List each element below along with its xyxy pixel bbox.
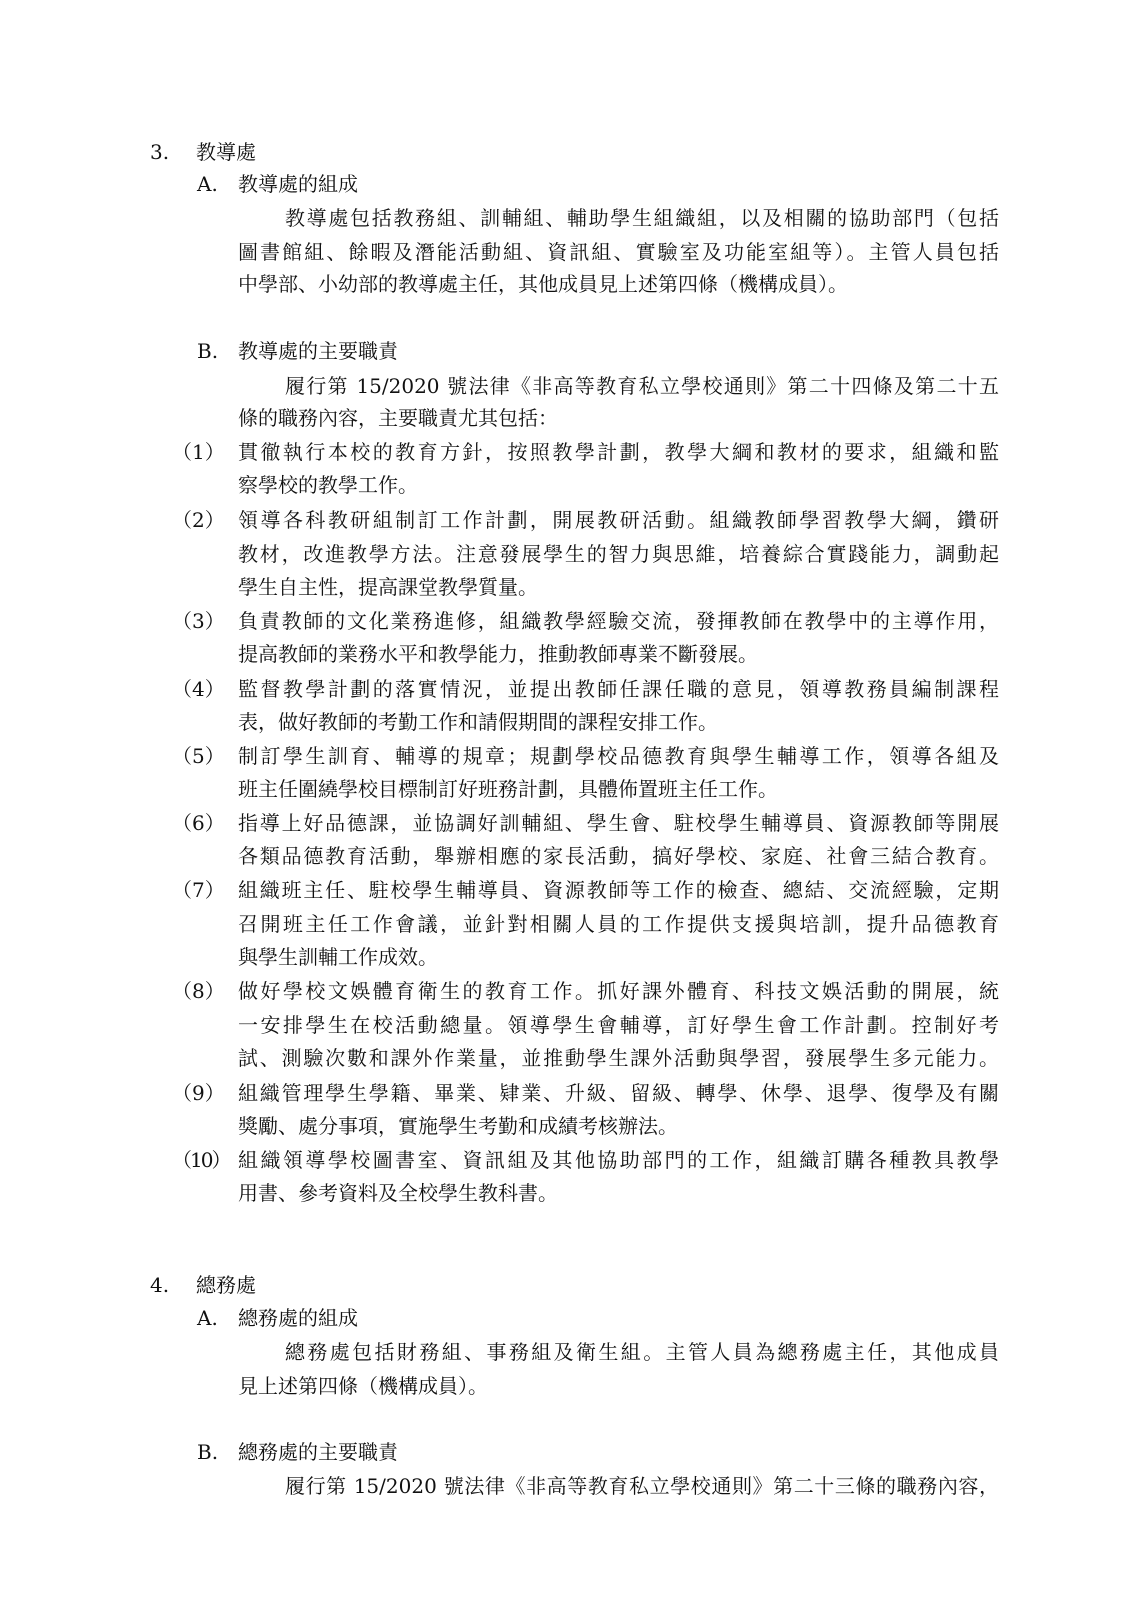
list-item-marker: （4） bbox=[172, 677, 225, 701]
paragraph-line: 中學部、小幼部的教導處主任，其他成員見上述第四條（機構成員）。 bbox=[238, 272, 848, 296]
subsection-heading: 教導處的主要職責 bbox=[238, 339, 398, 363]
list-item-line: 領導各科教研組制訂工作計劃，開展教研活動。組織教師學習教學大綱，鑽研 bbox=[238, 508, 999, 532]
list-item-marker: （5） bbox=[172, 744, 225, 768]
list-item-line: 各類品德教育活動，舉辦相應的家長活動，搞好學校、家庭、社會三結合教育。 bbox=[238, 844, 999, 868]
list-item-line: 用書、參考資料及全校學生教科書。 bbox=[238, 1181, 558, 1205]
list-item-marker: （2） bbox=[172, 508, 225, 532]
list-item-line: 制訂學生訓育、輔導的規章；規劃學校品德教育與學生輔導工作，領導各組及 bbox=[238, 744, 999, 768]
list-item-line: 召開班主任工作會議，並針對相關人員的工作提供支援與培訓，提升品德教育 bbox=[238, 912, 999, 936]
list-item-marker: （3） bbox=[172, 609, 225, 633]
list-item-marker: （1） bbox=[172, 440, 225, 464]
list-item-marker: （8） bbox=[172, 979, 225, 1003]
list-item-marker: （7） bbox=[172, 878, 225, 902]
list-item-line: 一安排學生在校活動總量。領導學生會輔導，訂好學生會工作計劃。控制好考 bbox=[238, 1013, 999, 1037]
paragraph-line: 條的職務內容，主要職責尤其包括： bbox=[238, 406, 558, 430]
list-item-marker: （9） bbox=[172, 1081, 225, 1105]
list-item-line: 試、測驗次數和課外作業量，並推動學生課外活動與學習，發展學生多元能力。 bbox=[238, 1046, 999, 1070]
paragraph-line: 履行第 15/2020 號法律《非高等教育私立學校通則》第二十四條及第二十五 bbox=[285, 374, 999, 398]
paragraph-line: 總務處包括財務組、事務組及衛生組。主管人員為總務處主任，其他成員 bbox=[285, 1340, 999, 1364]
paragraph-line: 教導處包括教務組、訓輔組、輔助學生組織組，以及相關的協助部門（包括 bbox=[285, 206, 999, 230]
paragraph-line: 履行第 15/2020 號法律《非高等教育私立學校通則》第二十三條的職務內容， bbox=[285, 1474, 999, 1498]
subsection-heading: 教導處的組成 bbox=[238, 172, 358, 196]
list-item-line: 組織班主任、駐校學生輔導員、資源教師等工作的檢查、總結、交流經驗，定期 bbox=[238, 878, 999, 902]
subsection-letter: A. bbox=[197, 172, 218, 196]
subsection-letter: B. bbox=[197, 1440, 219, 1464]
section-number: 4. bbox=[150, 1273, 170, 1297]
subsection-heading: 總務處的主要職責 bbox=[238, 1440, 398, 1464]
list-item-line: 貫徹執行本校的教育方針，按照教學計劃，教學大綱和教材的要求，組織和監 bbox=[238, 440, 999, 464]
subsection-letter: A. bbox=[197, 1306, 218, 1330]
list-item-line: 負責教師的文化業務進修，組織教學經驗交流，發揮教師在教學中的主導作用， bbox=[238, 609, 999, 633]
list-item-line: 獎勵、處分事項，實施學生考勤和成績考核辦法。 bbox=[238, 1114, 678, 1138]
paragraph-line: 圖書館組、餘暇及潛能活動組、資訊組、實驗室及功能室組等）。主管人員包括 bbox=[238, 240, 999, 264]
section-title: 教導處 bbox=[196, 140, 256, 164]
list-item-line: 教材，改進教學方法。注意發展學生的智力與思維，培養綜合實踐能力，調動起 bbox=[238, 542, 999, 566]
section-title: 總務處 bbox=[196, 1273, 256, 1297]
list-item-marker: （6） bbox=[172, 811, 225, 835]
list-item-line: 學生自主性，提高課堂教學質量。 bbox=[238, 575, 538, 599]
list-item-line: 班主任圍繞學校目標制訂好班務計劃，具體佈置班主任工作。 bbox=[238, 777, 778, 801]
list-item-marker: （10） bbox=[172, 1148, 230, 1172]
list-item-line: 表，做好教師的考勤工作和請假期間的課程安排工作。 bbox=[238, 710, 718, 734]
paragraph-line: 見上述第四條（機構成員）。 bbox=[238, 1374, 488, 1398]
list-item-line: 做好學校文娛體育衛生的教育工作。抓好課外體育、科技文娛活動的開展，統 bbox=[238, 979, 999, 1003]
list-item-line: 與學生訓輔工作成效。 bbox=[238, 945, 438, 969]
list-item-line: 組織管理學生學籍、畢業、肄業、升級、留級、轉學、休學、退學、復學及有關 bbox=[238, 1081, 999, 1105]
subsection-heading: 總務處的組成 bbox=[238, 1306, 358, 1330]
list-item-line: 監督教學計劃的落實情況，並提出教師任課任職的意見，領導教務員編制課程 bbox=[238, 677, 999, 701]
list-item-line: 指導上好品德課，並協調好訓輔組、學生會、駐校學生輔導員、資源教師等開展 bbox=[238, 811, 999, 835]
list-item-line: 組織領導學校圖書室、資訊組及其他協助部門的工作，組織訂購各種教具教學 bbox=[238, 1148, 999, 1172]
section-number: 3. bbox=[150, 140, 170, 164]
subsection-letter: B. bbox=[197, 339, 219, 363]
list-item-line: 察學校的教學工作。 bbox=[238, 473, 418, 497]
list-item-line: 提高教師的業務水平和教學能力，推動教師專業不斷發展。 bbox=[238, 642, 758, 666]
